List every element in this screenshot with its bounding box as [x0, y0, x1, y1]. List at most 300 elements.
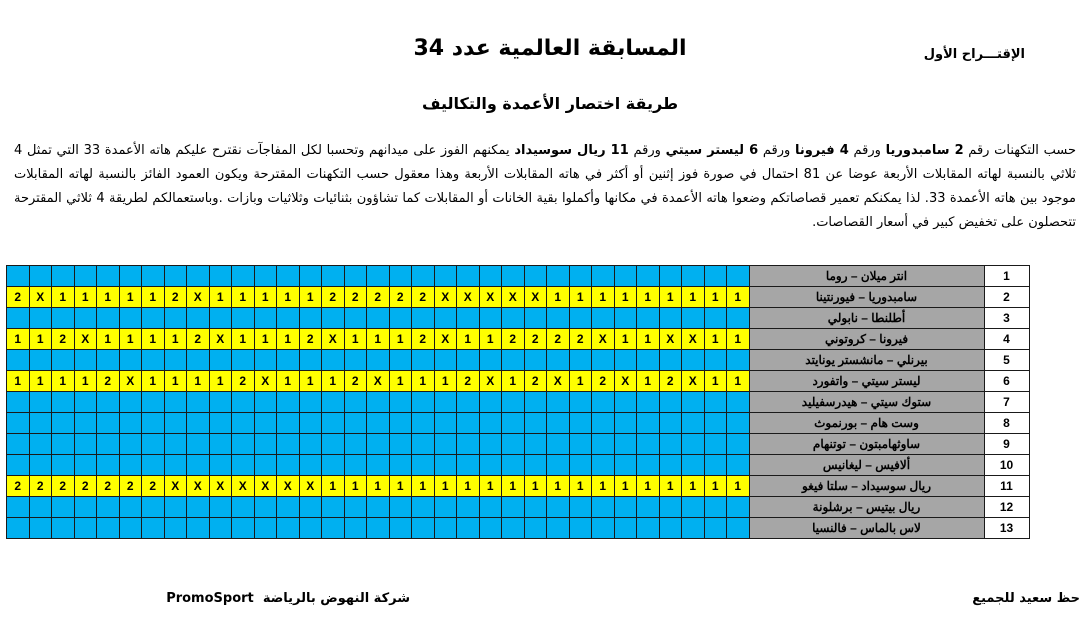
match-name: بيرنلي – مانشستر يونايتد	[749, 350, 984, 371]
grid-cell	[277, 497, 300, 518]
match-name: ريال بيتيس – برشلونة	[749, 497, 984, 518]
grid-cell: 2	[569, 329, 592, 350]
grid-cell: 1	[412, 371, 435, 392]
grid-cell	[457, 455, 480, 476]
grid-cell	[209, 413, 232, 434]
grid-cell	[592, 350, 615, 371]
grid-cell: 1	[592, 287, 615, 308]
grid-cell	[682, 455, 705, 476]
grid-cell: 1	[412, 476, 435, 497]
grid-cell	[637, 350, 660, 371]
grid-cell	[142, 518, 165, 539]
grid-cell	[502, 455, 525, 476]
grid-cell: X	[457, 287, 480, 308]
grid-cell	[29, 434, 52, 455]
grid-cell	[232, 455, 255, 476]
grid-cell: 2	[412, 287, 435, 308]
grid-cell	[389, 497, 412, 518]
grid-cell	[97, 392, 120, 413]
grid-cell	[142, 308, 165, 329]
grid-cell	[479, 266, 502, 287]
match-number: 8	[984, 413, 1029, 434]
match-name: وست هام – بورنموث	[749, 413, 984, 434]
grid-cell	[187, 455, 210, 476]
grid-cell	[164, 413, 187, 434]
grid-cell	[232, 308, 255, 329]
match-name: ريال سوسيداد – سلتا فيغو	[749, 476, 984, 497]
grid-cell: 1	[727, 287, 750, 308]
grid-cell: 1	[614, 329, 637, 350]
grid-cell	[299, 392, 322, 413]
grid-cell	[322, 392, 345, 413]
grid-cell	[367, 434, 390, 455]
grid-cell	[457, 266, 480, 287]
match-name: ستوك سيتي – هيدرسفيليد	[749, 392, 984, 413]
grid-row	[7, 476, 1030, 497]
grid-cell: 1	[704, 287, 727, 308]
grid-cell	[682, 518, 705, 539]
grid-cell: 1	[29, 329, 52, 350]
grid-cell: X	[682, 371, 705, 392]
grid-cell	[97, 413, 120, 434]
grid-cell: 1	[322, 371, 345, 392]
grid-cell: 1	[457, 329, 480, 350]
grid-cell	[637, 392, 660, 413]
match-number: 1	[984, 266, 1029, 287]
match-name: سامبدوريا – فيورنتينا	[749, 287, 984, 308]
grid-cell	[142, 434, 165, 455]
grid-cell	[502, 518, 525, 539]
grid-cell: 2	[389, 287, 412, 308]
grid-cell	[637, 308, 660, 329]
grid-cell	[727, 350, 750, 371]
grid-cell	[7, 350, 30, 371]
grid-row	[7, 308, 1030, 329]
match-number: 6	[984, 371, 1029, 392]
grid-cell: 1	[209, 371, 232, 392]
grid-cell	[434, 455, 457, 476]
grid-cell	[254, 413, 277, 434]
grid-cell	[547, 266, 570, 287]
grid-cell	[367, 455, 390, 476]
grid-cell	[344, 413, 367, 434]
grid-cell	[479, 455, 502, 476]
grid-cell: 1	[727, 371, 750, 392]
grid-cell: 1	[457, 476, 480, 497]
grid-cell	[682, 497, 705, 518]
grid-cell: 2	[164, 287, 187, 308]
grid-cell	[7, 434, 30, 455]
grid-cell	[52, 392, 75, 413]
grid-cell	[592, 455, 615, 476]
grid-cell: 2	[29, 476, 52, 497]
grid-cell: 2	[119, 476, 142, 497]
grid-cell	[344, 518, 367, 539]
grid-cell	[614, 308, 637, 329]
grid-cell: 1	[277, 287, 300, 308]
grid-cell: 2	[142, 476, 165, 497]
grid-cell	[659, 308, 682, 329]
grid-cell	[502, 308, 525, 329]
grid-cell: 2	[322, 287, 345, 308]
grid-cell	[232, 434, 255, 455]
grid-cell	[457, 497, 480, 518]
grid-cell	[412, 434, 435, 455]
grid-cell	[434, 497, 457, 518]
intro-team-2: 4 فيرونا	[794, 143, 849, 158]
grid-cell	[727, 518, 750, 539]
page-subtitle: طريقة اختصار الأعمدة والتكاليف	[421, 94, 679, 113]
grid-cell: 1	[7, 329, 30, 350]
brand-name: PromoSport	[166, 591, 254, 606]
grid-cell: X	[322, 329, 345, 350]
grid-cell	[412, 350, 435, 371]
grid-cell	[142, 497, 165, 518]
grid-cell: 1	[232, 329, 255, 350]
grid-cell	[659, 455, 682, 476]
grid-cell	[434, 266, 457, 287]
intro-text: ورقم	[628, 143, 666, 158]
grid-cell	[367, 413, 390, 434]
grid-cell	[97, 308, 120, 329]
grid-cell	[277, 392, 300, 413]
grid-cell	[52, 350, 75, 371]
grid-cell	[547, 434, 570, 455]
match-name: انتر ميلان – روما	[749, 266, 984, 287]
grid-cell	[614, 434, 637, 455]
grid-cell	[299, 518, 322, 539]
grid-cell	[547, 518, 570, 539]
grid-cell: 2	[232, 371, 255, 392]
grid-cell	[344, 455, 367, 476]
grid-cell	[209, 266, 232, 287]
grid-cell	[547, 413, 570, 434]
grid-cell	[232, 350, 255, 371]
grid-cell	[277, 413, 300, 434]
grid-cell	[547, 497, 570, 518]
grid-cell	[29, 266, 52, 287]
grid-cell	[299, 308, 322, 329]
grid-cell	[479, 518, 502, 539]
grid-cell	[74, 392, 97, 413]
grid-cell	[389, 434, 412, 455]
grid-cell: 2	[7, 287, 30, 308]
grid-cell: X	[479, 371, 502, 392]
grid-cell	[682, 308, 705, 329]
grid-cell	[704, 266, 727, 287]
grid-cell: X	[434, 287, 457, 308]
grid-cell: 1	[502, 476, 525, 497]
grid-cell: 1	[254, 287, 277, 308]
grid-cell	[142, 413, 165, 434]
grid-cell	[412, 392, 435, 413]
grid-cell	[119, 266, 142, 287]
grid-row	[7, 371, 1030, 392]
grid-cell: 2	[457, 371, 480, 392]
grid-cell	[232, 392, 255, 413]
grid-cell	[142, 455, 165, 476]
match-number: 10	[984, 455, 1029, 476]
grid-cell: 1	[52, 287, 75, 308]
grid-cell	[254, 392, 277, 413]
intro-team-1: 2 سامبدوريا	[885, 143, 964, 158]
grid-cell	[52, 497, 75, 518]
grid-cell	[74, 497, 97, 518]
grid-cell	[164, 308, 187, 329]
grid-cell	[367, 350, 390, 371]
grid-cell	[637, 434, 660, 455]
grid-cell	[97, 518, 120, 539]
grid-cell	[119, 308, 142, 329]
grid-cell	[74, 308, 97, 329]
grid-cell	[254, 266, 277, 287]
grid-cell	[322, 497, 345, 518]
grid-cell	[389, 455, 412, 476]
grid-cell	[479, 497, 502, 518]
grid-cell	[434, 350, 457, 371]
grid-cell	[524, 392, 547, 413]
grid-cell	[412, 413, 435, 434]
grid-cell	[209, 497, 232, 518]
grid-cell	[142, 392, 165, 413]
grid-cell: 2	[52, 329, 75, 350]
grid-cell: 2	[299, 329, 322, 350]
grid-cell	[659, 434, 682, 455]
grid-cell	[434, 308, 457, 329]
grid-cell: 1	[119, 287, 142, 308]
grid-cell	[412, 308, 435, 329]
grid-cell	[209, 392, 232, 413]
grid-cell	[704, 518, 727, 539]
match-number: 5	[984, 350, 1029, 371]
match-number: 7	[984, 392, 1029, 413]
grid-cell: 1	[434, 371, 457, 392]
grid-cell	[412, 518, 435, 539]
grid-row	[7, 413, 1030, 434]
grid-cell: 1	[614, 287, 637, 308]
grid-cell	[299, 350, 322, 371]
grid-cell	[187, 266, 210, 287]
grid-cell	[659, 266, 682, 287]
grid-cell	[592, 413, 615, 434]
grid-cell	[659, 497, 682, 518]
grid-cell: 1	[29, 371, 52, 392]
grid-cell: 1	[344, 476, 367, 497]
grid-cell	[187, 350, 210, 371]
grid-cell	[704, 497, 727, 518]
grid-cell: X	[232, 476, 255, 497]
grid-cell	[277, 455, 300, 476]
grid-cell	[209, 455, 232, 476]
grid-cell	[164, 518, 187, 539]
grid-cell	[29, 392, 52, 413]
grid-cell: 1	[322, 476, 345, 497]
grid-cell	[479, 392, 502, 413]
grid-cell	[119, 497, 142, 518]
grid-cell	[187, 434, 210, 455]
grid-cell: 1	[254, 329, 277, 350]
grid-cell	[254, 308, 277, 329]
grid-cell	[97, 350, 120, 371]
intro-text: حسب التكهنات رقم	[963, 143, 1076, 158]
grid-cell: X	[547, 371, 570, 392]
grid-cell	[254, 350, 277, 371]
grid-cell: 1	[52, 371, 75, 392]
grid-cell	[277, 434, 300, 455]
grid-cell	[592, 392, 615, 413]
grid-cell	[322, 455, 345, 476]
grid-cell	[569, 413, 592, 434]
grid-cell	[344, 497, 367, 518]
grid-cell: 1	[142, 287, 165, 308]
grid-cell	[389, 350, 412, 371]
match-name: أطلنطا – نابولي	[749, 308, 984, 329]
grid-cell	[187, 392, 210, 413]
grid-cell	[704, 392, 727, 413]
grid-cell	[344, 434, 367, 455]
grid-cell: 1	[524, 476, 547, 497]
grid-cell: 1	[277, 371, 300, 392]
grid-cell: 1	[7, 371, 30, 392]
grid-cell	[479, 350, 502, 371]
grid-cell: X	[592, 329, 615, 350]
grid-cell	[367, 392, 390, 413]
grid-row	[7, 497, 1030, 518]
grid-cell	[479, 413, 502, 434]
grid-cell: X	[254, 371, 277, 392]
grid-cell	[524, 350, 547, 371]
grid-cell: 2	[547, 329, 570, 350]
grid-cell: 1	[569, 371, 592, 392]
grid-cell: 1	[682, 476, 705, 497]
proposal-label: الإقتـــراح الأول	[923, 47, 1025, 62]
grid-cell	[569, 266, 592, 287]
grid-cell	[7, 308, 30, 329]
grid-cell	[502, 266, 525, 287]
footer-wish: حظ سعيد للجميع	[972, 591, 1080, 606]
grid-cell: 1	[479, 476, 502, 497]
grid-cell	[74, 266, 97, 287]
grid-cell	[97, 455, 120, 476]
grid-cell	[727, 455, 750, 476]
grid-cell: 1	[389, 476, 412, 497]
grid-cell	[7, 413, 30, 434]
grid-cell	[164, 497, 187, 518]
grid-cell	[29, 455, 52, 476]
match-name: ساوثهامبتون – توتنهام	[749, 434, 984, 455]
grid-cell: 1	[659, 287, 682, 308]
grid-cell	[119, 413, 142, 434]
grid-cell	[277, 308, 300, 329]
grid-cell: 1	[637, 371, 660, 392]
grid-cell	[637, 518, 660, 539]
grid-cell	[457, 413, 480, 434]
grid-cell: 2	[74, 476, 97, 497]
grid-cell: 1	[704, 329, 727, 350]
grid-cell	[637, 497, 660, 518]
grid-cell: 1	[97, 329, 120, 350]
grid-cell	[704, 434, 727, 455]
grid-cell	[704, 308, 727, 329]
grid-cell	[569, 518, 592, 539]
grid-cell: 1	[637, 287, 660, 308]
grid-cell	[592, 434, 615, 455]
grid-cell	[659, 350, 682, 371]
grid-cell	[322, 350, 345, 371]
grid-cell: X	[187, 287, 210, 308]
grid-cell: X	[254, 476, 277, 497]
grid-cell: 1	[277, 329, 300, 350]
grid-cell	[614, 455, 637, 476]
grid-cell	[659, 518, 682, 539]
grid-cell	[637, 266, 660, 287]
grid-cell	[164, 434, 187, 455]
grid-cell	[299, 497, 322, 518]
grid-cell	[524, 518, 547, 539]
columns-grid	[6, 265, 1030, 539]
grid-cell: 1	[164, 371, 187, 392]
grid-cell	[412, 455, 435, 476]
grid-cell	[7, 266, 30, 287]
grid-cell	[389, 518, 412, 539]
grid-cell	[187, 518, 210, 539]
grid-cell	[592, 518, 615, 539]
grid-cell	[119, 518, 142, 539]
grid-cell	[164, 350, 187, 371]
grid-cell	[29, 308, 52, 329]
grid-cell	[389, 392, 412, 413]
grid-cell	[727, 392, 750, 413]
grid-cell	[614, 266, 637, 287]
grid-cell	[187, 308, 210, 329]
grid-cell	[502, 392, 525, 413]
grid-cell	[7, 518, 30, 539]
grid-cell	[254, 434, 277, 455]
grid-cell	[614, 413, 637, 434]
grid-cell: 1	[299, 371, 322, 392]
company-name: شركة النهوض بالرياضة	[262, 591, 410, 606]
grid-cell	[209, 308, 232, 329]
grid-cell	[322, 266, 345, 287]
grid-cell	[344, 350, 367, 371]
grid-cell	[322, 434, 345, 455]
grid-cell	[412, 266, 435, 287]
grid-cell	[569, 350, 592, 371]
grid-cell	[322, 413, 345, 434]
grid-cell	[434, 392, 457, 413]
grid-cell	[592, 308, 615, 329]
grid-cell	[727, 413, 750, 434]
grid-cell	[704, 413, 727, 434]
grid-cell	[299, 434, 322, 455]
grid-cell: 1	[187, 371, 210, 392]
grid-cell	[659, 392, 682, 413]
grid-cell	[704, 350, 727, 371]
grid-cell	[434, 413, 457, 434]
grid-cell	[524, 308, 547, 329]
grid-row	[7, 392, 1030, 413]
intro-text: ورقم	[848, 143, 886, 158]
grid-cell	[7, 455, 30, 476]
grid-cell	[29, 413, 52, 434]
grid-cell	[322, 308, 345, 329]
grid-cell	[277, 518, 300, 539]
grid-cell: 2	[7, 476, 30, 497]
grid-cell: 1	[74, 371, 97, 392]
grid-cell	[367, 497, 390, 518]
grid-cell	[119, 455, 142, 476]
grid-cell	[52, 308, 75, 329]
